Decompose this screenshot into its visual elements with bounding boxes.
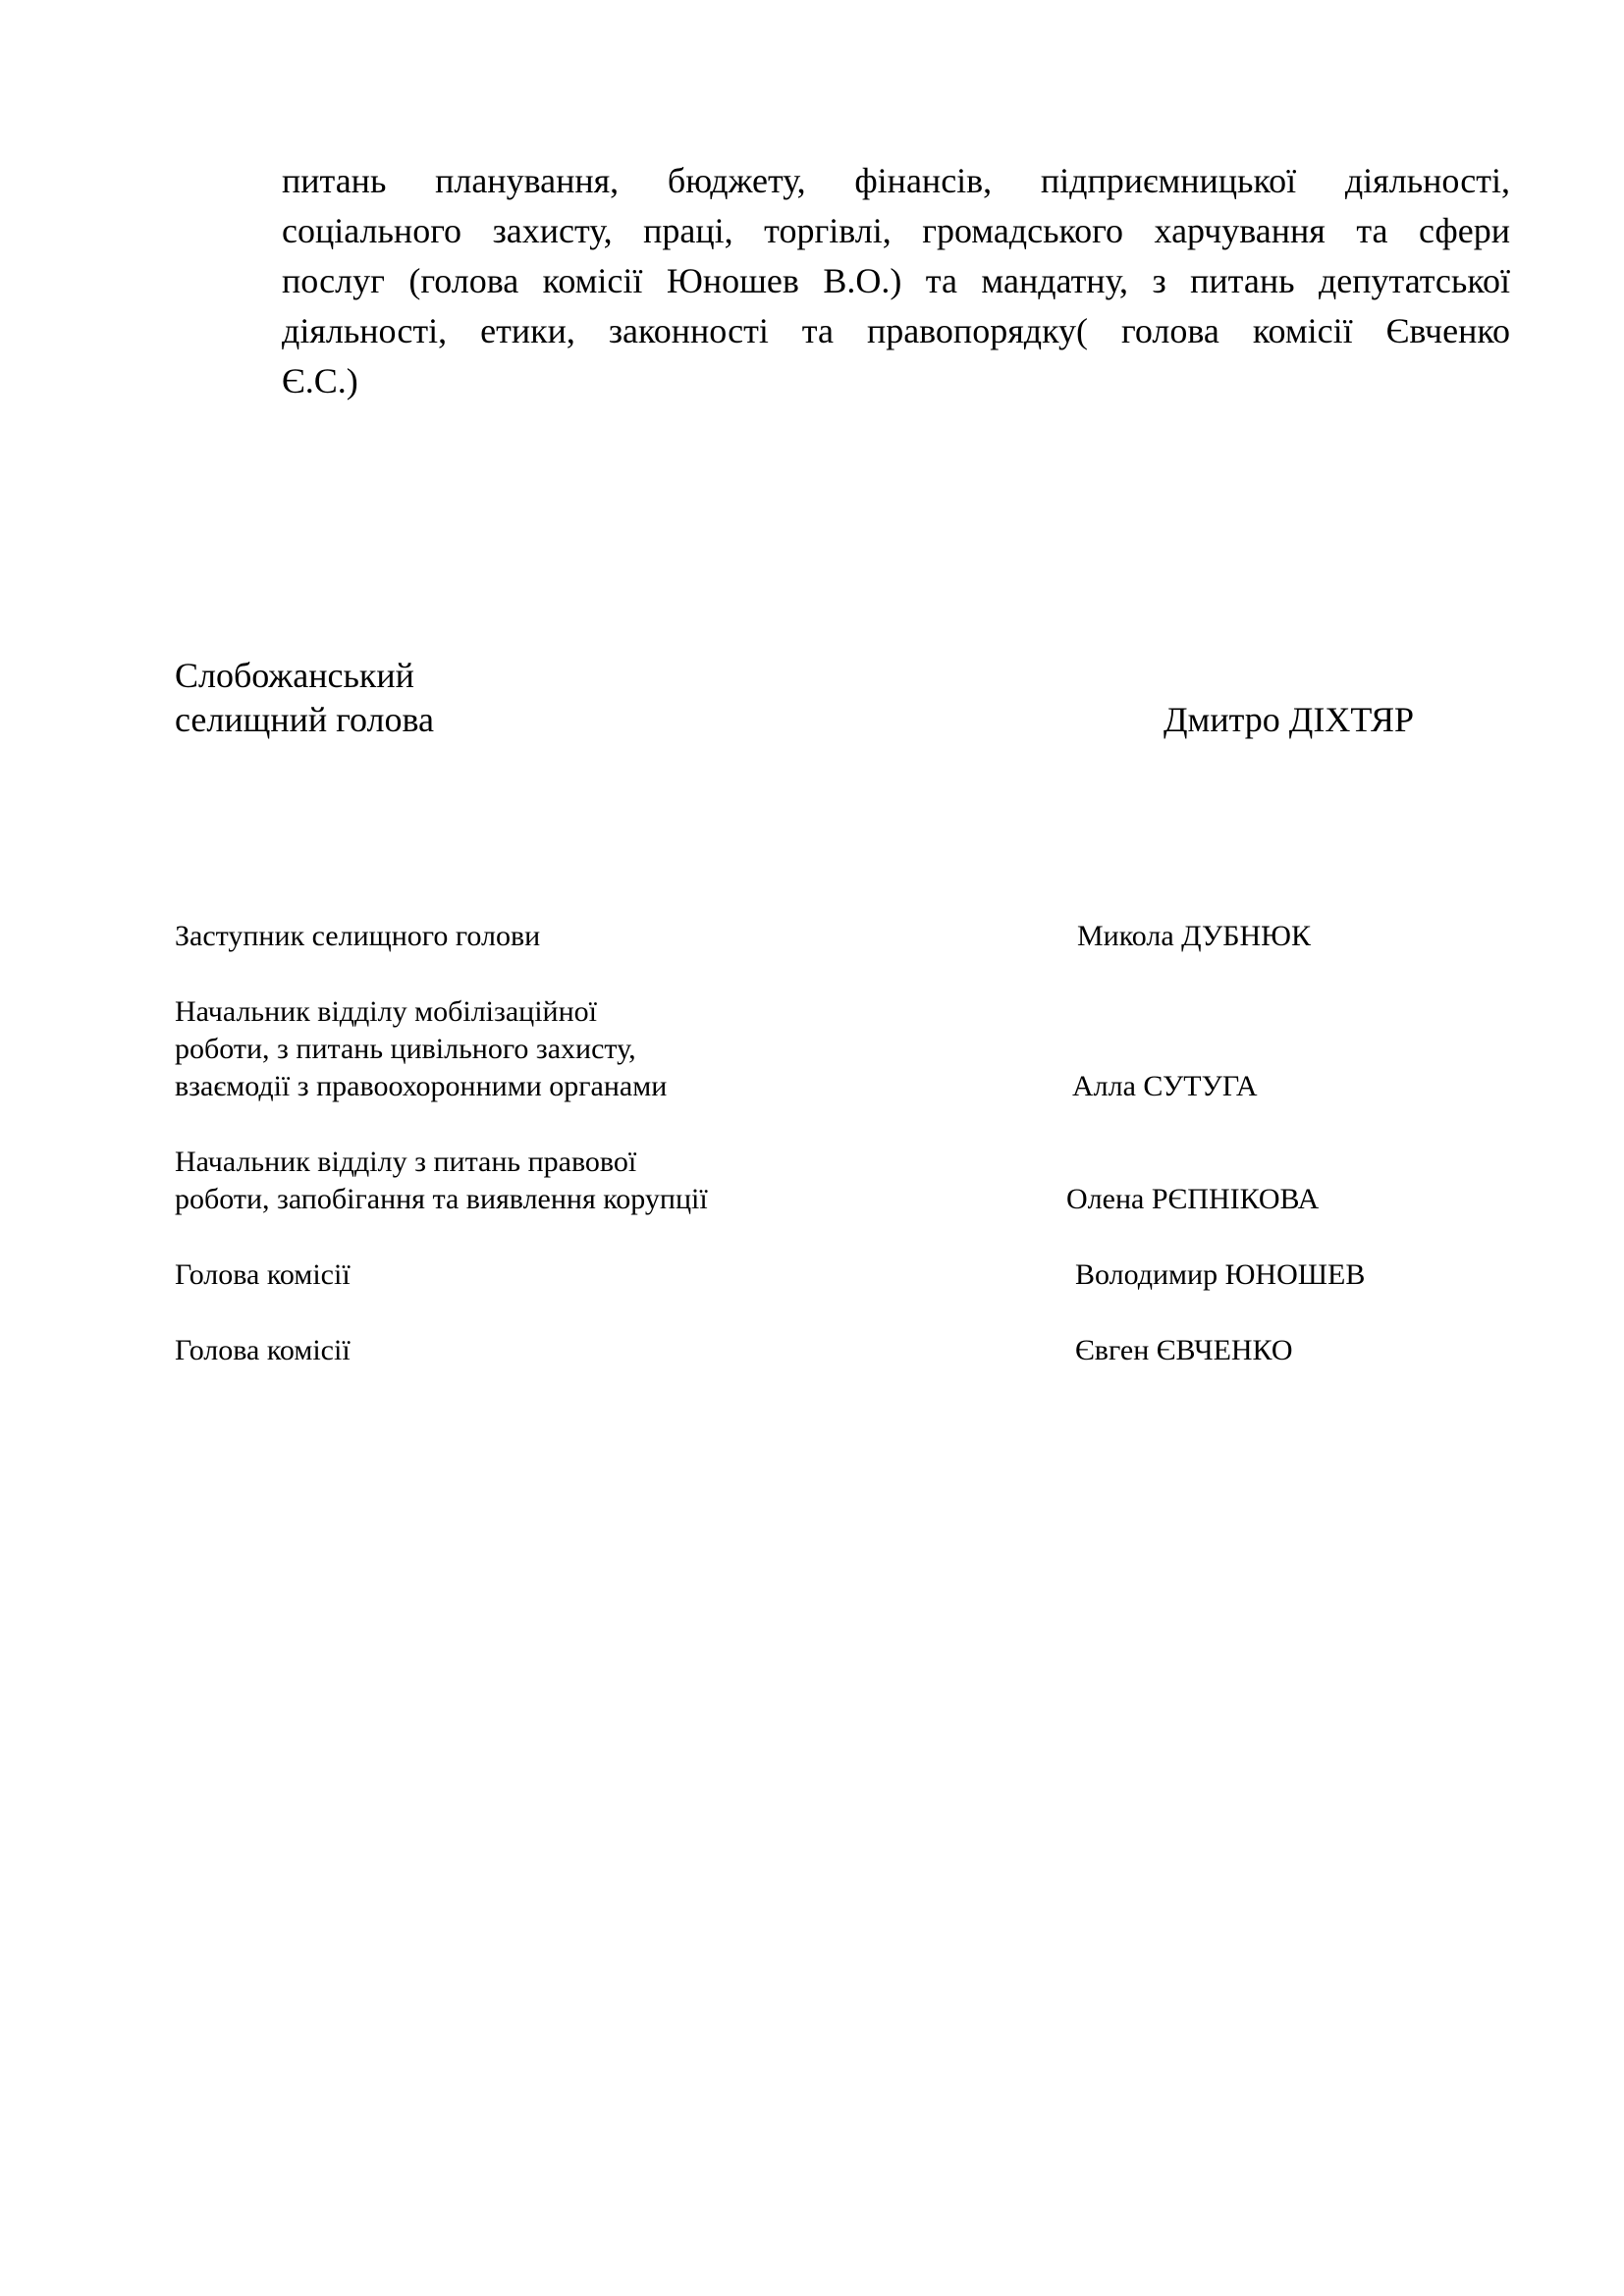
approval-name: Олена РЄПНІКОВА	[1066, 1183, 1320, 1215]
paragraph-line: питань планування, бюджету, фінансів, підприємницької діяльності,	[282, 161, 1510, 200]
approval-title: Голова комісії	[175, 1334, 351, 1366]
approval-title: Голова комісії	[175, 1258, 351, 1291]
approval-title: Начальник відділу мобілізаційної	[175, 995, 598, 1028]
approval-name: Євген ЄВЧЕНКО	[1075, 1334, 1293, 1366]
approval-name: Микола ДУБНЮК	[1077, 920, 1311, 952]
signatory-name: Дмитро ДІХТЯР	[1164, 700, 1414, 739]
approval-name: Алла СУТУГА	[1072, 1070, 1258, 1102]
approval-title: роботи, з питань цивільного захисту,	[175, 1033, 636, 1065]
paragraph-line: послуг (голова комісії Юношев В.О.) та мандатну, з питань депутатської	[282, 261, 1510, 300]
approval-title: Заступник селищного голови	[175, 920, 541, 952]
approval-name: Володимир ЮНОШЕВ	[1075, 1258, 1366, 1291]
paragraph-line: соціального захисту, праці, торгівлі, громадського харчування та сфери	[282, 211, 1510, 250]
approval-title: Начальник відділу з питань правової	[175, 1146, 637, 1178]
approval-title: роботи, запобігання та виявлення корупції	[175, 1183, 708, 1215]
signatory-position-line: Слобожанський	[175, 656, 414, 695]
paragraph-line: діяльності, етики, законності та правопорядку( голова комісії Євченко	[282, 311, 1510, 350]
approval-title: взаємодії з правоохоронними органами	[175, 1070, 668, 1102]
signatory-position-line: селищний голова	[175, 700, 435, 739]
paragraph-line: Є.С.)	[282, 361, 358, 400]
